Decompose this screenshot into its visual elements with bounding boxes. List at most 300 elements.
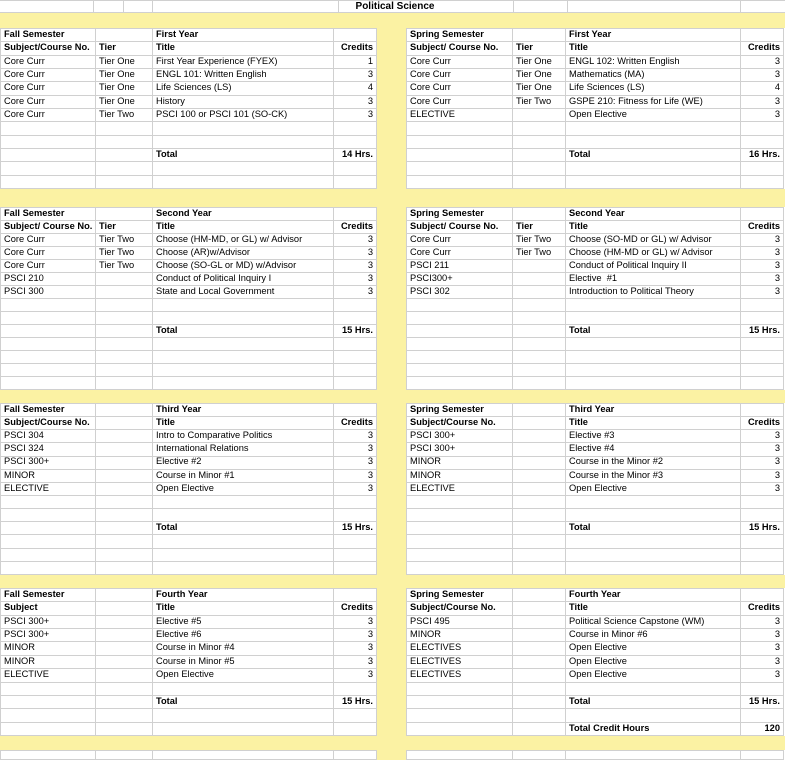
subject-cell[interactable]: PSCI 302 bbox=[407, 286, 513, 299]
tier-cell[interactable] bbox=[513, 655, 566, 668]
empty-cell[interactable] bbox=[566, 162, 741, 175]
empty-cell[interactable] bbox=[741, 122, 784, 135]
col-header-credits[interactable]: Credits bbox=[334, 42, 377, 55]
empty-cell[interactable] bbox=[513, 695, 566, 708]
empty-cell[interactable] bbox=[741, 208, 784, 221]
tier-cell[interactable] bbox=[96, 273, 153, 286]
credits-cell[interactable]: 3 bbox=[334, 456, 377, 469]
empty-cell[interactable] bbox=[513, 312, 566, 325]
tier-cell[interactable]: Tier One bbox=[513, 82, 566, 95]
empty-cell[interactable] bbox=[407, 299, 513, 312]
tier-cell[interactable]: Tier Two bbox=[96, 108, 153, 121]
empty-cell[interactable] bbox=[96, 135, 153, 148]
credits-cell[interactable]: 3 bbox=[741, 443, 784, 456]
empty-cell[interactable] bbox=[96, 682, 153, 695]
empty-cell[interactable] bbox=[334, 351, 377, 364]
empty-cell[interactable] bbox=[153, 535, 334, 548]
empty-cell[interactable] bbox=[513, 722, 566, 735]
title-cell[interactable]: Choose (HM-MD or GL) w/ Advisor bbox=[566, 247, 741, 260]
empty-cell[interactable] bbox=[1, 162, 96, 175]
credits-cell[interactable]: 3 bbox=[334, 108, 377, 121]
empty-cell[interactable] bbox=[741, 364, 784, 377]
empty-cell[interactable] bbox=[334, 208, 377, 221]
empty-cell[interactable] bbox=[566, 535, 741, 548]
empty-cell[interactable] bbox=[513, 162, 566, 175]
col-header-tier[interactable]: Tier bbox=[513, 221, 566, 234]
empty-cell[interactable] bbox=[407, 162, 513, 175]
empty-cell[interactable] bbox=[513, 495, 566, 508]
empty-cell[interactable] bbox=[513, 29, 566, 42]
empty-cell[interactable] bbox=[741, 404, 784, 417]
year-cell[interactable]: Fourth Year bbox=[566, 589, 741, 602]
empty-cell[interactable] bbox=[96, 325, 153, 338]
empty-cell[interactable] bbox=[741, 682, 784, 695]
empty-cell[interactable] bbox=[1, 522, 96, 535]
empty-cell[interactable] bbox=[566, 682, 741, 695]
title-cell[interactable]: Course in Minor #6 bbox=[566, 629, 741, 642]
tier-cell[interactable] bbox=[513, 629, 566, 642]
empty-cell[interactable] bbox=[407, 548, 513, 561]
tier-cell[interactable] bbox=[513, 430, 566, 443]
col-header-subject[interactable]: Subject/ Course No. bbox=[407, 42, 513, 55]
empty-cell[interactable] bbox=[407, 351, 513, 364]
empty-cell[interactable] bbox=[1, 722, 96, 735]
title-cell[interactable]: Life Sciences (LS) bbox=[566, 82, 741, 95]
empty-cell[interactable] bbox=[513, 522, 566, 535]
title-cell[interactable]: PSCI 100 or PSCI 101 (SO-CK) bbox=[153, 108, 334, 121]
col-header-tier[interactable]: Tier bbox=[513, 42, 566, 55]
subject-cell[interactable]: PSCI 300 bbox=[1, 286, 96, 299]
total-value-cell[interactable]: 15 Hrs. bbox=[741, 695, 784, 708]
tier-cell[interactable] bbox=[513, 642, 566, 655]
subject-cell[interactable]: PSCI 300+ bbox=[1, 615, 96, 628]
total-label-cell[interactable]: Total bbox=[566, 148, 741, 161]
credits-cell[interactable]: 3 bbox=[334, 286, 377, 299]
empty-cell[interactable] bbox=[153, 312, 334, 325]
credits-cell[interactable]: 3 bbox=[334, 234, 377, 247]
col-header-credits[interactable]: Credits bbox=[334, 221, 377, 234]
empty-cell[interactable] bbox=[153, 709, 334, 722]
empty-cell[interactable] bbox=[96, 299, 153, 312]
credits-cell[interactable]: 3 bbox=[334, 469, 377, 482]
title-cell[interactable]: Conduct of Political Inquiry I bbox=[153, 273, 334, 286]
empty-cell[interactable] bbox=[741, 299, 784, 312]
subject-cell[interactable]: PSCI 300+ bbox=[1, 629, 96, 642]
empty-cell[interactable] bbox=[513, 325, 566, 338]
credits-cell[interactable]: 3 bbox=[741, 482, 784, 495]
credits-cell[interactable]: 3 bbox=[741, 430, 784, 443]
empty-cell[interactable] bbox=[1, 351, 96, 364]
empty-cell[interactable] bbox=[334, 364, 377, 377]
credits-cell[interactable]: 3 bbox=[741, 108, 784, 121]
title-cell[interactable]: Choose (AR)w/Advisor bbox=[153, 247, 334, 260]
empty-cell[interactable] bbox=[1, 535, 96, 548]
grand-total-value-cell[interactable]: 120 bbox=[741, 722, 784, 735]
empty-cell[interactable] bbox=[153, 682, 334, 695]
col-header-tier[interactable] bbox=[96, 602, 153, 615]
subject-cell[interactable]: PSCI 300+ bbox=[1, 456, 96, 469]
year-cell[interactable]: Third Year bbox=[566, 404, 741, 417]
empty-cell[interactable] bbox=[513, 535, 566, 548]
empty-cell[interactable] bbox=[96, 535, 153, 548]
credits-cell[interactable]: 3 bbox=[741, 655, 784, 668]
subject-cell[interactable]: MINOR bbox=[1, 469, 96, 482]
empty-cell[interactable] bbox=[566, 135, 741, 148]
tier-cell[interactable] bbox=[513, 469, 566, 482]
empty-cell[interactable] bbox=[334, 404, 377, 417]
semester-cell[interactable]: Spring Semester bbox=[407, 29, 513, 42]
empty-cell[interactable] bbox=[741, 535, 784, 548]
subject-cell[interactable]: PSCI 324 bbox=[1, 443, 96, 456]
empty-cell[interactable] bbox=[513, 364, 566, 377]
total-value-cell[interactable]: 15 Hrs. bbox=[334, 325, 377, 338]
subject-cell[interactable]: ELECTIVE bbox=[407, 482, 513, 495]
empty-cell[interactable] bbox=[1, 561, 96, 574]
empty-cell[interactable] bbox=[96, 122, 153, 135]
tier-cell[interactable] bbox=[96, 642, 153, 655]
tier-cell[interactable]: Tier Two bbox=[96, 247, 153, 260]
semester-cell[interactable]: Fall Semester bbox=[1, 589, 96, 602]
col-header-subject[interactable]: Subject/Course No. bbox=[407, 417, 513, 430]
empty-cell[interactable] bbox=[334, 122, 377, 135]
tier-cell[interactable] bbox=[96, 669, 153, 682]
subject-cell[interactable]: ELECTIVES bbox=[407, 642, 513, 655]
empty-cell[interactable] bbox=[1, 548, 96, 561]
empty-cell[interactable] bbox=[1, 495, 96, 508]
subject-cell[interactable]: Core Curr bbox=[1, 260, 96, 273]
col-header-subject[interactable]: Subject/Course No. bbox=[1, 42, 96, 55]
title-cell[interactable]: Choose (SO-GL or MD) w/Advisor bbox=[153, 260, 334, 273]
tier-cell[interactable] bbox=[513, 260, 566, 273]
empty-cell[interactable] bbox=[334, 162, 377, 175]
total-value-cell[interactable]: 15 Hrs. bbox=[741, 522, 784, 535]
empty-cell[interactable] bbox=[407, 364, 513, 377]
empty-cell[interactable] bbox=[513, 561, 566, 574]
title-cell[interactable]: Open Elective bbox=[566, 482, 741, 495]
empty-cell[interactable] bbox=[407, 695, 513, 708]
title-cell[interactable]: Course in Minor #4 bbox=[153, 642, 334, 655]
title-cell[interactable]: ENGL 101: Written English bbox=[153, 68, 334, 81]
empty-cell[interactable] bbox=[407, 709, 513, 722]
credits-cell[interactable]: 3 bbox=[741, 286, 784, 299]
tier-cell[interactable] bbox=[513, 443, 566, 456]
empty-cell[interactable] bbox=[513, 208, 566, 221]
subject-cell[interactable]: Core Curr bbox=[407, 68, 513, 81]
credits-cell[interactable]: 3 bbox=[334, 430, 377, 443]
credits-cell[interactable]: 3 bbox=[334, 642, 377, 655]
empty-cell[interactable] bbox=[334, 561, 377, 574]
empty-cell[interactable] bbox=[407, 509, 513, 522]
title-cell[interactable]: ENGL 102: Written English bbox=[566, 55, 741, 68]
empty-cell[interactable] bbox=[1, 312, 96, 325]
col-header-subject[interactable]: Subject/Course No. bbox=[407, 602, 513, 615]
col-header-credits[interactable]: Credits bbox=[334, 417, 377, 430]
empty-cell[interactable] bbox=[1, 325, 96, 338]
semester-cell[interactable]: Spring Semester bbox=[407, 208, 513, 221]
empty-cell[interactable] bbox=[96, 722, 153, 735]
tier-cell[interactable] bbox=[513, 286, 566, 299]
empty-cell[interactable] bbox=[741, 377, 784, 390]
title-cell[interactable]: Elective #5 bbox=[153, 615, 334, 628]
subject-cell[interactable]: PSCI300+ bbox=[407, 273, 513, 286]
empty-cell[interactable] bbox=[334, 312, 377, 325]
empty-cell[interactable] bbox=[153, 338, 334, 351]
title-cell[interactable]: Open Elective bbox=[153, 669, 334, 682]
subject-cell[interactable]: ELECTIVES bbox=[407, 655, 513, 668]
empty-cell[interactable] bbox=[334, 135, 377, 148]
credits-cell[interactable]: 3 bbox=[334, 260, 377, 273]
empty-cell[interactable] bbox=[407, 148, 513, 161]
empty-cell[interactable] bbox=[741, 29, 784, 42]
tier-cell[interactable] bbox=[96, 482, 153, 495]
empty-cell[interactable] bbox=[741, 312, 784, 325]
empty-cell[interactable] bbox=[96, 312, 153, 325]
year-cell[interactable]: First Year bbox=[153, 29, 334, 42]
empty-cell[interactable] bbox=[566, 509, 741, 522]
total-label-cell[interactable]: Total bbox=[153, 695, 334, 708]
col-header-credits[interactable]: Credits bbox=[741, 602, 784, 615]
semester-cell[interactable]: Spring Semester bbox=[407, 404, 513, 417]
empty-cell[interactable] bbox=[153, 299, 334, 312]
col-header-title[interactable]: Title bbox=[153, 417, 334, 430]
empty-cell[interactable] bbox=[1, 135, 96, 148]
empty-cell[interactable] bbox=[1, 682, 96, 695]
subject-cell[interactable]: Core Curr bbox=[1, 95, 96, 108]
empty-cell[interactable] bbox=[153, 364, 334, 377]
empty-cell[interactable] bbox=[153, 722, 334, 735]
title-cell[interactable]: Course in the Minor #3 bbox=[566, 469, 741, 482]
empty-cell[interactable] bbox=[96, 208, 153, 221]
col-header-tier[interactable]: Tier bbox=[96, 42, 153, 55]
title-cell[interactable]: International Relations bbox=[153, 443, 334, 456]
empty-cell[interactable] bbox=[153, 377, 334, 390]
credits-cell[interactable]: 3 bbox=[334, 68, 377, 81]
tier-cell[interactable]: Tier One bbox=[96, 55, 153, 68]
subject-cell[interactable]: PSCI 495 bbox=[407, 615, 513, 628]
tier-cell[interactable]: Tier Two bbox=[96, 234, 153, 247]
empty-cell[interactable] bbox=[566, 495, 741, 508]
empty-cell[interactable] bbox=[334, 589, 377, 602]
empty-cell[interactable] bbox=[513, 377, 566, 390]
col-header-title[interactable]: Title bbox=[566, 42, 741, 55]
empty-cell[interactable] bbox=[334, 548, 377, 561]
empty-cell[interactable] bbox=[407, 535, 513, 548]
tier-cell[interactable] bbox=[513, 273, 566, 286]
empty-cell[interactable] bbox=[741, 351, 784, 364]
title-cell[interactable]: Elective #4 bbox=[566, 443, 741, 456]
empty-cell[interactable] bbox=[153, 495, 334, 508]
empty-cell[interactable] bbox=[153, 135, 334, 148]
subject-cell[interactable]: PSCI 304 bbox=[1, 430, 96, 443]
title-cell[interactable]: Open Elective bbox=[566, 655, 741, 668]
empty-cell[interactable] bbox=[1, 364, 96, 377]
empty-cell[interactable] bbox=[96, 148, 153, 161]
col-header-subject[interactable]: Subject bbox=[1, 602, 96, 615]
empty-cell[interactable] bbox=[741, 495, 784, 508]
total-value-cell[interactable]: 16 Hrs. bbox=[741, 148, 784, 161]
year-cell[interactable]: Third Year bbox=[153, 404, 334, 417]
total-label-cell[interactable]: Total bbox=[566, 325, 741, 338]
empty-cell[interactable] bbox=[96, 548, 153, 561]
col-header-tier[interactable] bbox=[513, 602, 566, 615]
tier-cell[interactable]: Tier One bbox=[513, 55, 566, 68]
credits-cell[interactable]: 3 bbox=[741, 615, 784, 628]
col-header-tier[interactable] bbox=[513, 417, 566, 430]
credits-cell[interactable]: 3 bbox=[334, 669, 377, 682]
title-cell[interactable]: Choose (SO-MD or GL) w/ Advisor bbox=[566, 234, 741, 247]
total-value-cell[interactable]: 15 Hrs. bbox=[334, 695, 377, 708]
empty-cell[interactable] bbox=[741, 338, 784, 351]
empty-cell[interactable] bbox=[96, 364, 153, 377]
empty-cell[interactable] bbox=[96, 561, 153, 574]
empty-cell[interactable] bbox=[407, 751, 513, 760]
empty-cell[interactable] bbox=[1, 695, 96, 708]
empty-cell[interactable] bbox=[334, 682, 377, 695]
title-cell[interactable]: Elective #6 bbox=[153, 629, 334, 642]
empty-cell[interactable] bbox=[407, 561, 513, 574]
col-header-title[interactable]: Title bbox=[566, 417, 741, 430]
empty-cell[interactable] bbox=[1, 751, 96, 760]
empty-cell[interactable] bbox=[96, 29, 153, 42]
empty-cell[interactable] bbox=[334, 175, 377, 188]
credits-cell[interactable]: 3 bbox=[741, 669, 784, 682]
empty-cell[interactable] bbox=[407, 495, 513, 508]
empty-cell[interactable] bbox=[153, 175, 334, 188]
col-header-subject[interactable]: Subject/ Course No. bbox=[407, 221, 513, 234]
empty-cell[interactable] bbox=[513, 135, 566, 148]
credits-cell[interactable]: 3 bbox=[741, 247, 784, 260]
empty-cell[interactable] bbox=[513, 175, 566, 188]
total-value-cell[interactable]: 15 Hrs. bbox=[741, 325, 784, 338]
tier-cell[interactable] bbox=[513, 456, 566, 469]
subject-cell[interactable]: ELECTIVE bbox=[1, 669, 96, 682]
subject-cell[interactable]: PSCI 211 bbox=[407, 260, 513, 273]
empty-cell[interactable] bbox=[513, 682, 566, 695]
credits-cell[interactable]: 3 bbox=[334, 629, 377, 642]
col-header-credits[interactable]: Credits bbox=[741, 221, 784, 234]
empty-cell[interactable] bbox=[334, 535, 377, 548]
title-cell[interactable]: First Year Experience (FYEX) bbox=[153, 55, 334, 68]
empty-cell[interactable] bbox=[407, 522, 513, 535]
tier-cell[interactable]: Tier Two bbox=[513, 234, 566, 247]
empty-cell[interactable] bbox=[513, 404, 566, 417]
total-label-cell[interactable]: Total bbox=[566, 522, 741, 535]
col-header-credits[interactable]: Credits bbox=[741, 42, 784, 55]
empty-cell[interactable] bbox=[1, 377, 96, 390]
subject-cell[interactable]: PSCI 300+ bbox=[407, 443, 513, 456]
title-cell[interactable]: Elective #3 bbox=[566, 430, 741, 443]
credits-cell[interactable]: 3 bbox=[334, 443, 377, 456]
tier-cell[interactable]: Tier One bbox=[96, 82, 153, 95]
credits-cell[interactable]: 3 bbox=[741, 68, 784, 81]
subject-cell[interactable]: MINOR bbox=[1, 642, 96, 655]
tier-cell[interactable] bbox=[513, 482, 566, 495]
empty-cell[interactable] bbox=[513, 589, 566, 602]
empty-cell[interactable] bbox=[334, 509, 377, 522]
subject-cell[interactable]: Core Curr bbox=[1, 108, 96, 121]
tier-cell[interactable] bbox=[96, 456, 153, 469]
empty-cell[interactable] bbox=[566, 312, 741, 325]
subject-cell[interactable]: ELECTIVES bbox=[407, 669, 513, 682]
empty-cell[interactable] bbox=[741, 709, 784, 722]
empty-cell[interactable] bbox=[513, 351, 566, 364]
tier-cell[interactable]: Tier One bbox=[96, 68, 153, 81]
empty-cell[interactable] bbox=[566, 561, 741, 574]
empty-cell[interactable] bbox=[566, 709, 741, 722]
empty-cell[interactable] bbox=[334, 29, 377, 42]
empty-cell[interactable] bbox=[407, 135, 513, 148]
empty-cell[interactable] bbox=[513, 122, 566, 135]
tier-cell[interactable] bbox=[96, 443, 153, 456]
empty-cell[interactable] bbox=[153, 751, 334, 760]
credits-cell[interactable]: 3 bbox=[741, 95, 784, 108]
empty-cell[interactable] bbox=[96, 338, 153, 351]
subject-cell[interactable]: ELECTIVE bbox=[407, 108, 513, 121]
col-header-title[interactable]: Title bbox=[566, 221, 741, 234]
empty-cell[interactable] bbox=[513, 509, 566, 522]
credits-cell[interactable]: 3 bbox=[334, 273, 377, 286]
empty-cell[interactable] bbox=[153, 548, 334, 561]
empty-cell[interactable] bbox=[741, 175, 784, 188]
tier-cell[interactable] bbox=[513, 108, 566, 121]
col-header-title[interactable]: Title bbox=[566, 602, 741, 615]
empty-cell[interactable] bbox=[334, 722, 377, 735]
credits-cell[interactable]: 3 bbox=[334, 95, 377, 108]
credits-cell[interactable]: 3 bbox=[741, 260, 784, 273]
credits-cell[interactable]: 3 bbox=[741, 456, 784, 469]
empty-cell[interactable] bbox=[96, 351, 153, 364]
semester-cell[interactable]: Fall Semester bbox=[1, 29, 96, 42]
empty-cell[interactable] bbox=[566, 364, 741, 377]
title-cell[interactable]: Open Elective bbox=[566, 108, 741, 121]
title-cell[interactable]: Open Elective bbox=[153, 482, 334, 495]
credits-cell[interactable]: 3 bbox=[741, 234, 784, 247]
credits-cell[interactable]: 1 bbox=[334, 55, 377, 68]
title-cell[interactable]: Elective #2 bbox=[153, 456, 334, 469]
subject-cell[interactable]: PSCI 210 bbox=[1, 273, 96, 286]
empty-cell[interactable] bbox=[566, 351, 741, 364]
total-value-cell[interactable]: 14 Hrs. bbox=[334, 148, 377, 161]
title-cell[interactable]: State and Local Government bbox=[153, 286, 334, 299]
empty-cell[interactable] bbox=[407, 325, 513, 338]
title-cell[interactable]: History bbox=[153, 95, 334, 108]
tier-cell[interactable] bbox=[513, 669, 566, 682]
empty-cell[interactable] bbox=[566, 377, 741, 390]
empty-cell[interactable] bbox=[96, 175, 153, 188]
credits-cell[interactable]: 3 bbox=[334, 247, 377, 260]
empty-cell[interactable] bbox=[96, 404, 153, 417]
tier-cell[interactable]: Tier Two bbox=[96, 260, 153, 273]
credits-cell[interactable]: 4 bbox=[741, 82, 784, 95]
credits-cell[interactable]: 3 bbox=[334, 615, 377, 628]
empty-cell[interactable] bbox=[566, 548, 741, 561]
empty-cell[interactable] bbox=[1, 338, 96, 351]
subject-cell[interactable]: MINOR bbox=[407, 456, 513, 469]
empty-cell[interactable] bbox=[153, 122, 334, 135]
title-cell[interactable]: Course in Minor #5 bbox=[153, 655, 334, 668]
empty-cell[interactable] bbox=[513, 751, 566, 760]
empty-cell[interactable] bbox=[153, 509, 334, 522]
empty-cell[interactable] bbox=[96, 589, 153, 602]
empty-cell[interactable] bbox=[513, 709, 566, 722]
subject-cell[interactable]: MINOR bbox=[407, 469, 513, 482]
empty-cell[interactable] bbox=[566, 338, 741, 351]
credits-cell[interactable]: 4 bbox=[334, 82, 377, 95]
subject-cell[interactable]: Core Curr bbox=[407, 234, 513, 247]
tier-cell[interactable] bbox=[96, 286, 153, 299]
subject-cell[interactable]: Core Curr bbox=[407, 55, 513, 68]
subject-cell[interactable]: MINOR bbox=[407, 629, 513, 642]
